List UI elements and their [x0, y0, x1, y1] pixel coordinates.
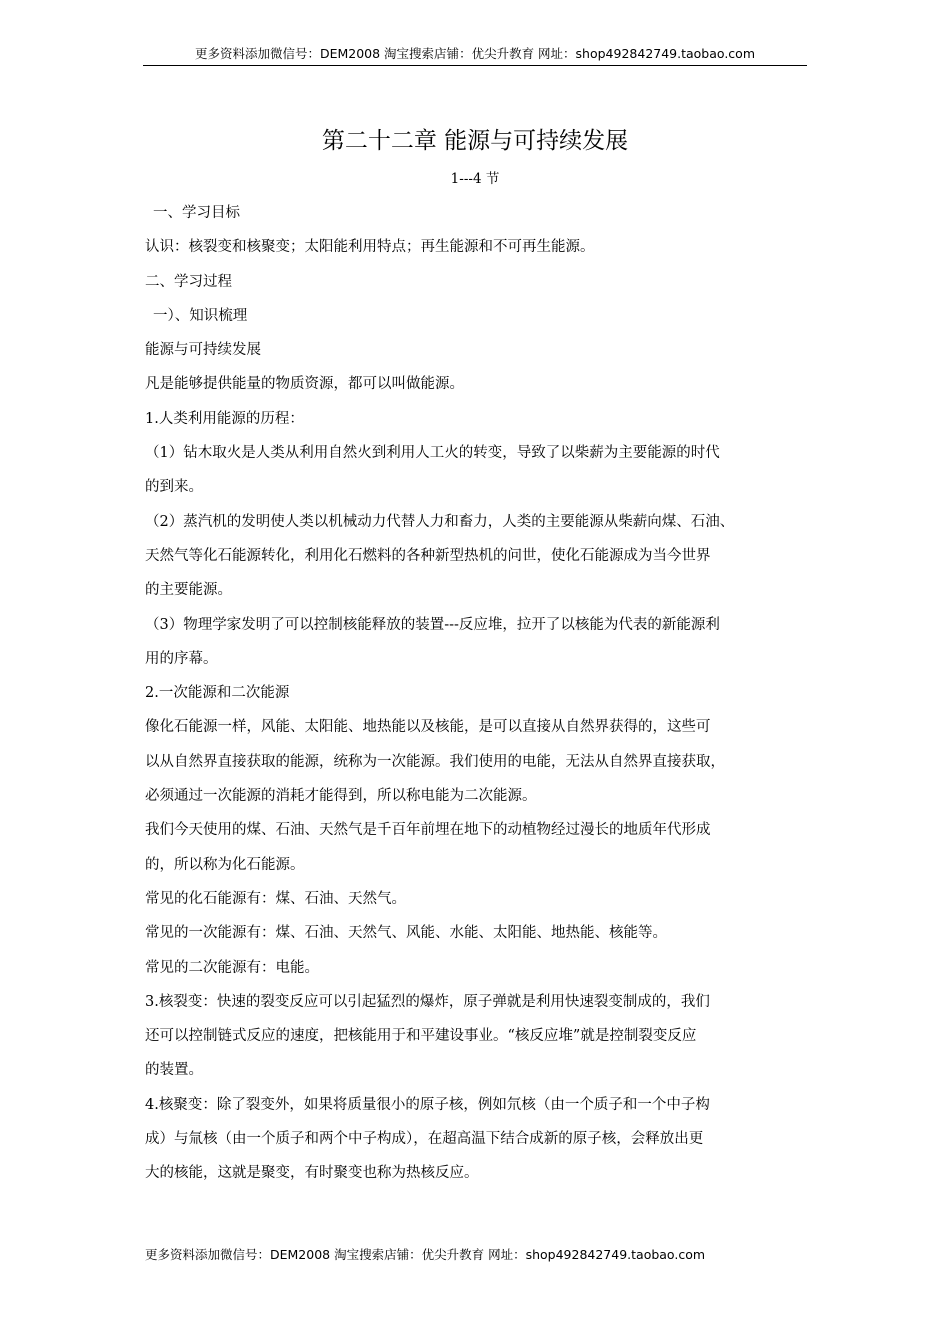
body-line: 像化石能源一样，风能、太阳能、地热能以及核能，是可以直接从自然界获得的，这些可: [145, 719, 711, 736]
body-line: 我们今天使用的煤、石油、天然气是千百年前埋在地下的动植物经过漫长的地质年代形成: [145, 822, 711, 839]
heading-knowledge-review: 一）、知识梳理: [153, 307, 248, 324]
page-footer: 更多资料添加微信号：DEM2008 淘宝搜索店铺：优尖升教育 网址：shop492842749.taobao.com: [145, 1247, 706, 1262]
body-line: 的到来。: [145, 479, 203, 496]
body-line: 的主要能源。: [145, 582, 232, 599]
heading-learning-process: 二、学习过程: [145, 273, 232, 290]
document-body: [145, 196, 817, 1191]
body-line: 的装置。: [145, 1062, 203, 1079]
body-line: 常见的化石能源有：煤、石油、天然气。: [145, 890, 406, 907]
section-3-text: 3.核裂变：快速的裂变反应可以引起猛烈的爆炸，原子弹就是利用快速裂变制成的，我们: [145, 993, 710, 1010]
section-1-heading: 1.人类利用能源的历程：: [145, 410, 304, 427]
energy-definition: 凡是能够提供能量的物质资源，都可以叫做能源。: [145, 376, 464, 393]
body-line: 的，所以称为化石能源。: [145, 856, 305, 873]
body-line: 成）与氚核（由一个质子和两个中子构成），在超高温下结合成新的原子核，会释放出更: [145, 1131, 704, 1148]
learning-goals-text: 认识：核裂变和核聚变；太阳能利用特点；再生能源和不可再生能源。: [145, 239, 595, 256]
body-line: （3）物理学家发明了可以控制核能释放的装置---反应堆，拉开了以核能为代表的新能源利: [145, 616, 720, 633]
topic-heading: 能源与可持续发展: [145, 342, 261, 359]
body-line: 天然气等化石能源转化，利用化石燃料的各种新型热机的问世，使化石能源成为当今世界: [145, 547, 711, 564]
body-line: 常见的一次能源有：煤、石油、天然气、风能、水能、太阳能、地热能、核能等。: [145, 925, 667, 942]
section-range: 1---4 节: [450, 171, 500, 187]
body-line: 常见的二次能源有：电能。: [145, 959, 319, 976]
body-line: 以从自然界直接获取的能源，统称为一次能源。我们使用的电能，无法从自然界直接获取，: [145, 753, 725, 770]
body-line: 还可以控制链式反应的速度，把核能用于和平建设事业。“核反应堆”就是控制裂变反应: [145, 1028, 697, 1045]
section-2-heading: 2.一次能源和二次能源: [145, 685, 290, 702]
body-line: 大的核能，这就是聚变，有时聚变也称为热核反应。: [145, 1165, 479, 1182]
body-line: （1）钻木取火是人类从利用自然火到利用人工火的转变，导致了以柴薪为主要能源的时代: [145, 445, 720, 462]
body-line: 必须通过一次能源的消耗才能得到，所以称电能为二次能源。: [145, 788, 537, 805]
header-divider: [143, 65, 807, 66]
heading-learning-goals: 一、学习目标: [153, 205, 240, 221]
body-line: 用的序幕。: [145, 650, 218, 667]
chapter-title: 第二十二章 能源与可持续发展: [321, 128, 629, 154]
section-4-text: 4.核聚变：除了裂变外，如果将质量很小的原子核，例如氘核（由一个质子和一个中子构: [145, 1096, 710, 1113]
body-line: （2）蒸汽机的发明使人类以机械动力代替人力和畜力，人类的主要能源从柴薪向煤、石油、: [145, 513, 735, 530]
page-header: 更多资料添加微信号：DEM2008 淘宝搜索店铺：优尖升教育 网址：shop492842749.taobao.com: [194, 46, 756, 61]
